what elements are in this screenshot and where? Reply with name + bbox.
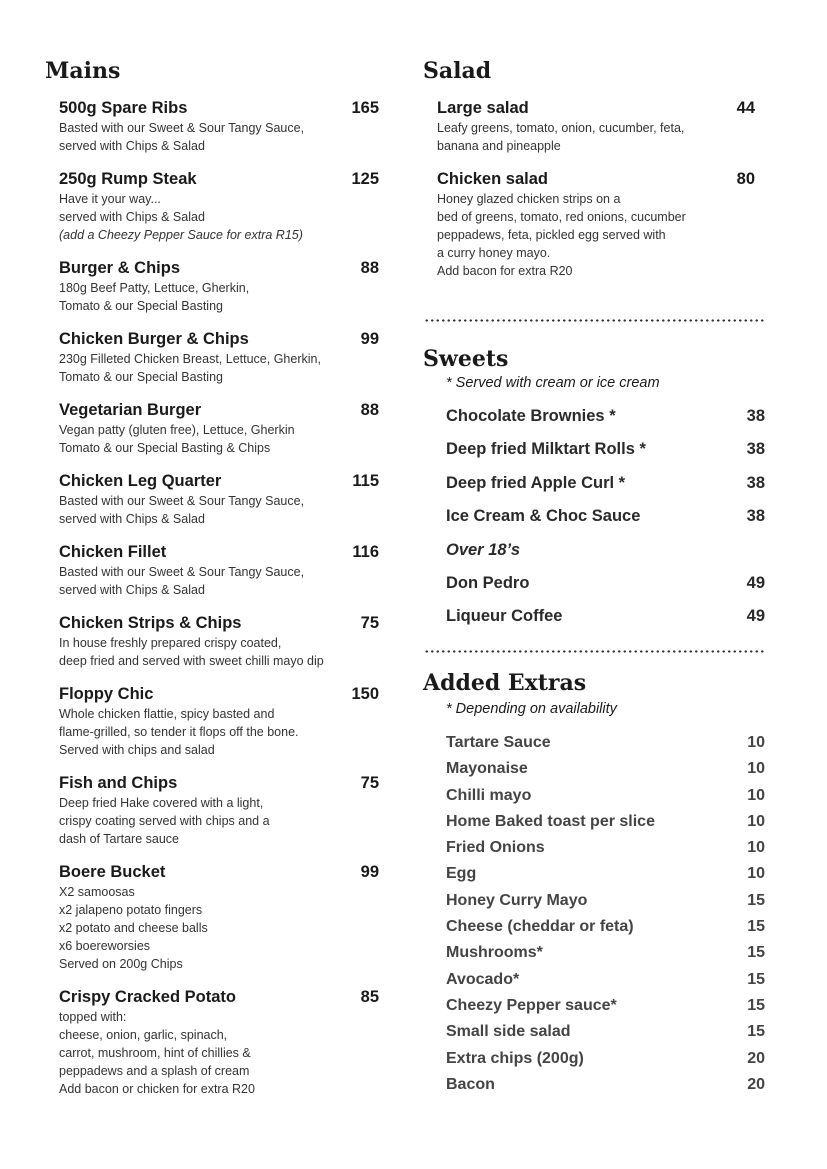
menu-item-description (437, 119, 755, 155)
menu-item-price: 44 (736, 99, 755, 117)
description-line: Tomato & our Special Basting & Chips (59, 441, 271, 455)
description-line: x6 boereworsies (59, 939, 151, 953)
price-row (446, 1049, 765, 1075)
description-line: 180g Beef Patty, Lettuce, Gherkin, (59, 281, 250, 295)
menu-item-description (59, 705, 379, 759)
price-row-name: Don Pedro (446, 573, 530, 592)
price-row-price: 10 (747, 760, 765, 778)
menu-item-name: Chicken Leg Quarter (59, 472, 222, 490)
price-row-name: Mayonaise (446, 760, 528, 778)
description-line: Leafy greens, tomato, onion, cucumber, feta, (437, 121, 685, 135)
menu-item-price: 99 (360, 863, 379, 881)
sweets-note: * Served with cream or ice cream (446, 375, 660, 391)
description-line: served with Chips & Salad (59, 210, 205, 224)
price-row-price: 10 (747, 734, 765, 751)
price-row-price: 38 (746, 440, 765, 459)
extras-list (446, 733, 765, 1101)
price-row (446, 438, 765, 471)
price-row (446, 943, 765, 969)
price-row-name: Cheezy Pepper sauce* (446, 996, 617, 1014)
menu-item-name: Chicken Fillet (59, 543, 167, 561)
sweets-list (446, 405, 765, 639)
menu-item-header (59, 470, 379, 492)
price-row (446, 786, 765, 812)
menu-item-name: Chicken salad (437, 170, 548, 188)
price-row-name: Chocolate Brownies * (446, 407, 616, 425)
menu-item (59, 470, 379, 528)
price-row-name: Fried Onions (446, 839, 545, 857)
menu-item-price: 125 (351, 170, 379, 188)
menu-item-description (59, 190, 379, 244)
price-row (446, 970, 765, 996)
extras-note: * Depending on availability (446, 701, 617, 717)
menu-item-price: 80 (736, 170, 755, 188)
price-row-name: Home Baked toast per slice (446, 812, 655, 830)
menu-item-header (59, 986, 379, 1008)
description-line: Deep fried Hake covered with a light, (59, 796, 264, 810)
extras-heading: Added Extras (423, 670, 587, 696)
menu-item-header (59, 541, 379, 563)
menu-item-header (59, 168, 379, 190)
price-row-price: 10 (747, 865, 765, 883)
menu-item-description (59, 634, 379, 670)
price-row-name: Egg (446, 865, 477, 883)
description-line: x2 potato and cheese balls (59, 921, 208, 935)
price-row-price: 38 (746, 507, 765, 526)
price-row-price: 49 (746, 573, 765, 592)
menu-item-description (59, 421, 379, 457)
description-line: Served with chips and salad (59, 743, 215, 757)
menu-item-description (59, 1008, 379, 1098)
price-row-price: 15 (747, 918, 765, 936)
menu-item-description (59, 794, 379, 848)
sweets-heading: Sweets (423, 346, 509, 372)
description-line: banana and pineapple (437, 139, 561, 153)
description-line: bed of greens, tomato, red onions, cucumber (437, 210, 686, 224)
price-row (446, 838, 765, 864)
menu-item-price: 75 (360, 774, 379, 792)
menu-item (59, 683, 379, 759)
dotted-divider (424, 319, 766, 322)
menu-item-price: 99 (360, 330, 379, 348)
menu-item (59, 97, 379, 155)
description-line: a curry honey mayo. (437, 246, 551, 260)
description-line: peppadews and a splash of cream (59, 1064, 250, 1078)
menu-item (437, 97, 755, 155)
price-row-price: 10 (747, 812, 765, 830)
menu-item (59, 772, 379, 848)
menu-item (59, 541, 379, 599)
description-line: Have it your way... (59, 192, 161, 206)
price-row-name: Cheese (cheddar or feta) (446, 918, 634, 936)
menu-item-description (59, 350, 379, 386)
menu-item-note: (add a Cheezy Pepper Sauce for extra R15) (59, 228, 303, 242)
price-row-price: 20 (747, 1049, 765, 1067)
price-row (446, 891, 765, 917)
menu-item-price: 88 (360, 259, 379, 277)
price-row-price: 49 (746, 607, 765, 626)
menu-item (59, 399, 379, 457)
price-row-name: Deep fried Apple Curl * (446, 473, 626, 492)
price-row (446, 605, 765, 638)
menu-item-name: Boere Bucket (59, 863, 166, 881)
price-row-name: Honey Curry Mayo (446, 891, 588, 909)
menu-item-header (59, 328, 379, 350)
price-row-price: 38 (746, 407, 765, 425)
description-line: Whole chicken flattie, spicy basted and (59, 707, 275, 721)
price-row-price: 10 (747, 786, 765, 804)
menu-item (59, 168, 379, 244)
description-line: Add bacon or chicken for extra R20 (59, 1082, 255, 1096)
menu-item-description (59, 563, 379, 599)
price-row-price: 15 (747, 996, 765, 1014)
menu-item-name: Crispy Cracked Potato (59, 988, 236, 1006)
menu-item-name: Burger & Chips (59, 259, 181, 277)
menu-item-header (437, 97, 755, 119)
menu-item-name: 500g Spare Ribs (59, 99, 188, 117)
menu-item-name: Large salad (437, 99, 529, 117)
description-line: Basted with our Sweet & Sour Tangy Sauce, (59, 121, 305, 135)
price-row-name: Extra chips (200g) (446, 1049, 584, 1067)
menu-item-header (59, 612, 379, 634)
menu-item-header (437, 168, 755, 190)
description-line: Tomato & our Special Basting (59, 299, 223, 313)
menu-item-name: Chicken Strips & Chips (59, 614, 242, 632)
menu-item-name: 250g Rump Steak (59, 170, 197, 188)
menu-item-name: Vegetarian Burger (59, 401, 202, 419)
menu-item (59, 612, 379, 670)
menu-item-name: Floppy Chic (59, 685, 154, 703)
menu-item-description (59, 492, 379, 528)
description-line: dash of Tartare sauce (59, 832, 179, 846)
price-row-name: Chilli mayo (446, 786, 532, 804)
description-line: served with Chips & Salad (59, 139, 205, 153)
menu-item-price: 75 (360, 614, 379, 632)
menu-item-header (59, 97, 379, 119)
price-row-name: Small side salad (446, 1023, 571, 1041)
price-row (446, 733, 765, 759)
description-line: cheese, onion, garlic, spinach, (59, 1028, 228, 1042)
price-row-name: Deep fried Milktart Rolls * (446, 440, 646, 459)
price-row (446, 405, 765, 438)
description-line: flame-grilled, so tender it flops off the bone. (59, 725, 299, 739)
menu-item-price: 116 (352, 543, 379, 561)
description-line: peppadews, feta, pickled egg served with (437, 228, 666, 242)
menu-item (59, 861, 379, 973)
salad-heading: Salad (423, 58, 492, 84)
price-row-price: 15 (747, 970, 765, 988)
description-line: Honey glazed chicken strips on a (437, 192, 621, 206)
menu-item (437, 168, 755, 280)
price-row-name: Avocado* (446, 970, 520, 988)
menu-item-header (59, 257, 379, 279)
description-line: In house freshly prepared crispy coated, (59, 636, 282, 650)
price-row (446, 812, 765, 838)
description-line: Add bacon for extra R20 (437, 264, 573, 278)
menu-item-name: Chicken Burger & Chips (59, 330, 249, 348)
price-row-price: 20 (747, 1075, 765, 1093)
mains-heading: Mains (45, 58, 121, 84)
description-line: x2 jalapeno potato fingers (59, 903, 203, 917)
menu-item-price: 85 (360, 988, 379, 1006)
price-row (446, 572, 765, 605)
over-18-heading-row (446, 539, 765, 572)
price-row (446, 864, 765, 890)
price-row-name: Bacon (446, 1075, 495, 1093)
price-row-price: 15 (747, 891, 765, 909)
description-line: X2 samoosas (59, 885, 135, 899)
description-line: Basted with our Sweet & Sour Tangy Sauce, (59, 494, 305, 508)
menu-item-name: Fish and Chips (59, 774, 178, 792)
description-line: deep fried and served with sweet chilli mayo dip (59, 654, 324, 668)
description-line: 230g Filleted Chicken Breast, Lettuce, Gherkin, (59, 352, 321, 366)
menu-item-description (437, 190, 755, 280)
price-row-price: 15 (747, 944, 765, 962)
menu-item (59, 257, 379, 315)
salad-list (437, 97, 755, 293)
description-line: Served on 200g Chips (59, 957, 183, 971)
menu-item-header (59, 683, 379, 705)
description-line: topped with: (59, 1010, 127, 1024)
description-line: Tomato & our Special Basting (59, 370, 223, 384)
price-row-name: Mushrooms* (446, 944, 543, 962)
description-line: served with Chips & Salad (59, 512, 205, 526)
price-row-name: Liqueur Coffee (446, 607, 563, 626)
menu-item (59, 328, 379, 386)
description-line: served with Chips & Salad (59, 583, 205, 597)
menu-item-description (59, 883, 379, 973)
price-row (446, 996, 765, 1022)
price-row (446, 1022, 765, 1048)
menu-item-header (59, 861, 379, 883)
menu-item-price: 165 (351, 99, 379, 117)
price-row-price: 10 (747, 839, 765, 857)
price-row (446, 1075, 765, 1101)
price-row (446, 759, 765, 785)
price-row-name: Ice Cream & Choc Sauce (446, 507, 641, 526)
menu-item-price: 115 (352, 472, 379, 490)
menu-item-header (59, 399, 379, 421)
price-row (446, 472, 765, 505)
price-row (446, 505, 765, 538)
menu-item-price: 88 (360, 401, 379, 419)
menu-item-description (59, 279, 379, 315)
over-18-heading: Over 18’s (446, 540, 521, 559)
price-row (446, 917, 765, 943)
description-line: carrot, mushroom, hint of chillies & (59, 1046, 251, 1060)
menu-item (59, 986, 379, 1098)
menu-item-description (59, 119, 379, 155)
menu-item-header (59, 772, 379, 794)
menu-item-price: 150 (351, 685, 379, 703)
dotted-divider (424, 650, 766, 653)
price-row-price: 38 (746, 473, 765, 492)
description-line: Basted with our Sweet & Sour Tangy Sauce, (59, 565, 305, 579)
price-row-price: 15 (747, 1023, 765, 1041)
price-row-name: Tartare Sauce (446, 734, 551, 751)
mains-list (59, 97, 379, 1111)
description-line: Vegan patty (gluten free), Lettuce, Gherkin (59, 423, 295, 437)
description-line: crispy coating served with chips and a (59, 814, 270, 828)
